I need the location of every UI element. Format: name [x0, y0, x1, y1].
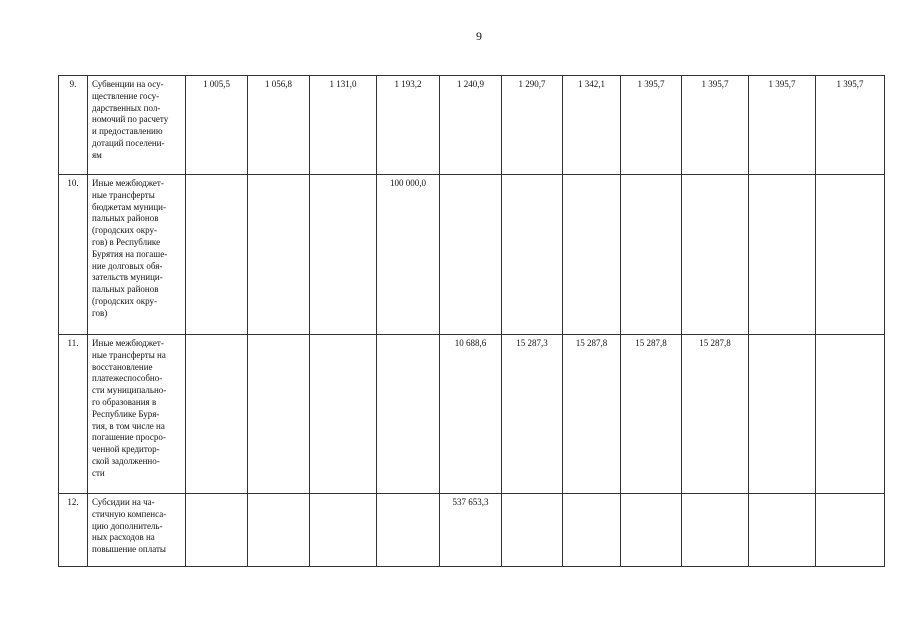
row-name-line: (городских окру-	[92, 295, 157, 306]
value-cell: 1 395,7	[682, 76, 749, 175]
table-row	[59, 175, 885, 335]
value-cell: 15 287,8	[621, 335, 682, 494]
row-name-line: цию дополнитель-	[92, 520, 163, 531]
row-name-line: Республике Буря-	[92, 408, 160, 419]
value-cell: 15 287,3	[502, 335, 563, 494]
value-cell	[502, 175, 563, 335]
row-name-line: дарственных пол-	[92, 102, 161, 113]
row-name-line: погашение просро-	[92, 432, 166, 443]
value-cell: 1 005,5	[186, 76, 248, 175]
value-cell	[621, 175, 682, 335]
value-cell	[749, 175, 816, 335]
row-name	[88, 335, 186, 494]
row-name-line: номочий по расчету	[92, 114, 169, 125]
row-number: 9.	[59, 76, 88, 175]
value-cell	[563, 494, 621, 567]
value-cell	[186, 494, 248, 567]
row-name-line: тия, в том числе на	[92, 420, 165, 431]
value-cell	[248, 175, 310, 335]
value-cell: 1 395,7	[621, 76, 682, 175]
value-cell: 537 653,3	[440, 494, 502, 567]
row-name-line: (городских окру-	[92, 225, 157, 236]
value-cell: 1 395,7	[816, 76, 885, 175]
value-cell: 15 287,8	[563, 335, 621, 494]
value-cell	[310, 175, 377, 335]
row-name-line: повышение оплаты	[92, 544, 166, 555]
value-cell: 1 342,1	[563, 76, 621, 175]
row-number: 10.	[59, 175, 88, 335]
value-cell	[310, 494, 377, 567]
row-name-line: и предоставлению	[92, 126, 163, 137]
table-row	[59, 494, 885, 567]
value-cell	[749, 335, 816, 494]
value-cell	[440, 175, 502, 335]
value-cell: 100 000,0	[377, 175, 440, 335]
row-name	[88, 76, 186, 175]
value-cell	[749, 494, 816, 567]
value-cell	[621, 494, 682, 567]
row-name-line: ные трансферты	[92, 189, 155, 200]
value-cell	[816, 175, 885, 335]
value-cell	[682, 175, 749, 335]
value-cell: 1 131,0	[310, 76, 377, 175]
row-name-line: пальных районов	[92, 284, 159, 295]
row-name-line: платежеспособно-	[92, 373, 163, 384]
row-name-line: гов)	[92, 307, 108, 318]
value-cell: 1 193,2	[377, 76, 440, 175]
row-name-line: бюджетам муници-	[92, 201, 166, 212]
row-name-line: Бурятия на погаше-	[92, 248, 168, 259]
value-cell	[186, 175, 248, 335]
row-name-line: Иные межбюджет-	[92, 338, 164, 348]
row-number: 11.	[59, 335, 88, 494]
row-name-line: восстановление	[92, 361, 153, 372]
value-cell	[682, 494, 749, 567]
value-cell: 1 240,9	[440, 76, 502, 175]
value-cell	[377, 494, 440, 567]
value-cell	[816, 335, 885, 494]
row-name-line: пальных районов	[92, 213, 159, 224]
budget-table	[58, 75, 885, 567]
value-cell: 1 290,7	[502, 76, 563, 175]
page-number: 9	[476, 29, 482, 43]
value-cell	[248, 494, 310, 567]
row-name-line: ные трансферты на	[92, 349, 166, 360]
row-number: 12.	[59, 494, 88, 567]
row-name	[88, 175, 186, 335]
row-name-line: ям	[92, 149, 102, 160]
row-name-line: гов) в Республике	[92, 236, 161, 247]
row-name-line: сти	[92, 467, 105, 478]
value-cell	[816, 494, 885, 567]
row-name-line: Субвенции на осу-	[92, 79, 164, 89]
row-name-line: го образования в	[92, 396, 157, 407]
row-name	[88, 494, 186, 567]
table-row	[59, 335, 885, 494]
value-cell	[186, 335, 248, 494]
value-cell: 15 287,8	[682, 335, 749, 494]
row-name-line: стичную компенса-	[92, 508, 167, 519]
row-name-line: ществление госу-	[92, 90, 160, 101]
row-name-line: Субсидии на ча-	[92, 497, 155, 507]
value-cell	[248, 335, 310, 494]
row-name-line: ние долговых обя-	[92, 260, 163, 271]
value-cell: 1 395,7	[749, 76, 816, 175]
value-cell: 10 688,6	[440, 335, 502, 494]
row-name-line: дотаций поселени-	[92, 137, 165, 148]
table-row	[59, 76, 885, 175]
row-name-line: ской задолженно-	[92, 455, 160, 466]
row-name-line: Иные межбюджет-	[92, 178, 164, 188]
value-cell	[377, 335, 440, 494]
value-cell	[563, 175, 621, 335]
value-cell: 1 056,8	[248, 76, 310, 175]
value-cell	[310, 335, 377, 494]
row-name-line: ных расходов на	[92, 532, 155, 543]
row-name-line: ченной кредитор-	[92, 444, 160, 455]
value-cell	[502, 494, 563, 567]
row-name-line: сти муниципально-	[92, 385, 167, 396]
row-name-line: зательств муници-	[92, 272, 163, 283]
